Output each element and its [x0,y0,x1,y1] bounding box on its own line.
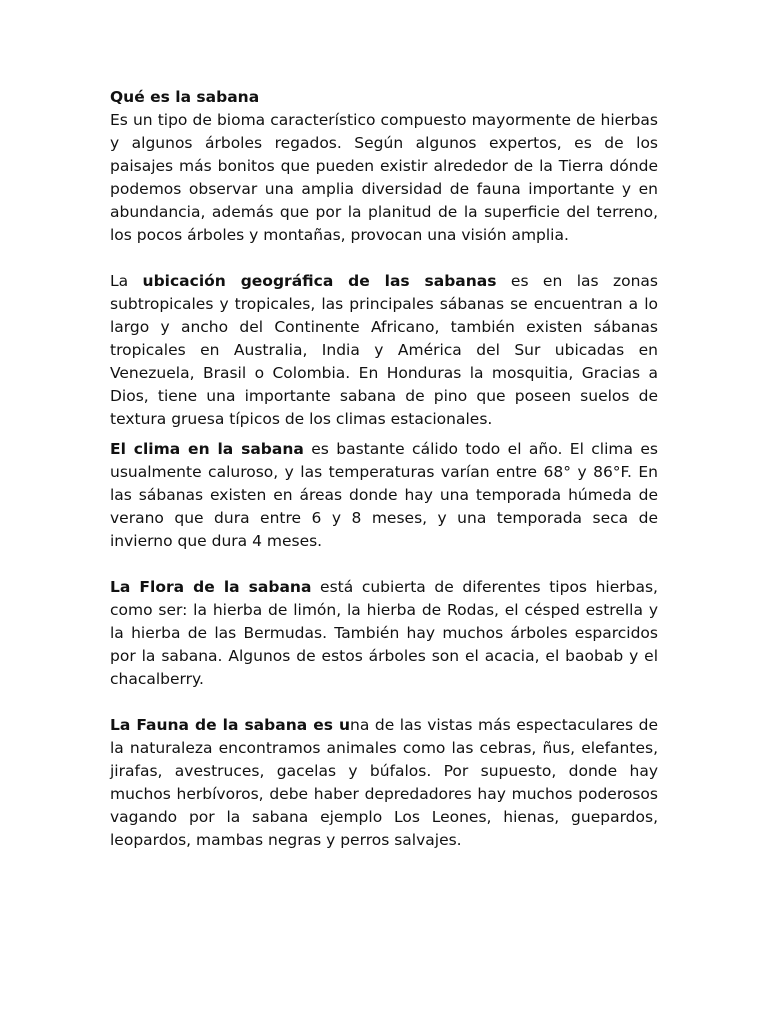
ubicacion-paragraph [110,270,658,431]
intro-body: Es un tipo de bioma característico compuesto mayormente de hierbas y algunos árboles regados. Según algunos expertos, es de los paisajes más bonitos que pueden existir alrededor de la Tierra dónde podemos observar una amplia diversidad de fauna importante y en abundancia, además que por la planitud de la superficie del terreno, los pocos árboles y montañas, provocan una visión amplia. [110,111,658,244]
flora-body: está cubierta de diferentes tipos hierbas, como ser: la hierba de limón, la hierba de Rodas, el césped estrella y la hierba de las Bermudas. También hay muchos árboles esparcidos por la sabana. Algunos de estos árboles son el acacia, el baobab y el chacalberry. [110,578,658,688]
ubicacion-prefix: La [110,272,143,290]
clima-heading: El clima en la sabana [110,440,304,458]
clima-paragraph [110,438,658,553]
intro-paragraph [110,86,658,247]
document-page [110,86,658,852]
ubicacion-body: es en las zonas subtropicales y tropicales, las principales sábanas se encuentran a lo largo y ancho del Continente Africano, también existen sábanas tropicales en Australia, India y América del Sur ubicadas en Venezuela, Brasil o Colombia. En Honduras la mosquitia, Gracias a Dios, tiene una importante sabana de pino que poseen suelos de textura gruesa típicos de los climas estacionales. [110,272,658,428]
fauna-paragraph [110,714,658,852]
ubicacion-heading: ubicación geográfica de las sabanas [142,272,497,290]
clima-body: es bastante cálido todo el año. El clima es usualmente caluroso, y las temperaturas varían entre 68° y 86°F. En las sábanas existen en áreas donde hay una temporada húmeda de verano que dura entre 6 y 8 meses, y una temporada seca de invierno que dura 4 meses. [110,440,659,550]
flora-heading: La Flora de la sabana [110,578,312,596]
flora-paragraph [110,576,658,691]
fauna-heading: La Fauna de la sabana es u [110,716,350,734]
fauna-body: na de las vistas más espectaculares de la naturaleza encontramos animales como las cebras, ñus, elefantes, jirafas, avestruces, gacelas y búfalos. Por supuesto, donde hay muchos herbívoros, debe haber depredadores hay muchos poderosos vagando por la sabana ejemplo Los Leones, hienas, guepardos, leopardos, mambas negras y perros salvajes. [110,716,658,849]
section-title: Qué es la sabana [110,88,260,106]
